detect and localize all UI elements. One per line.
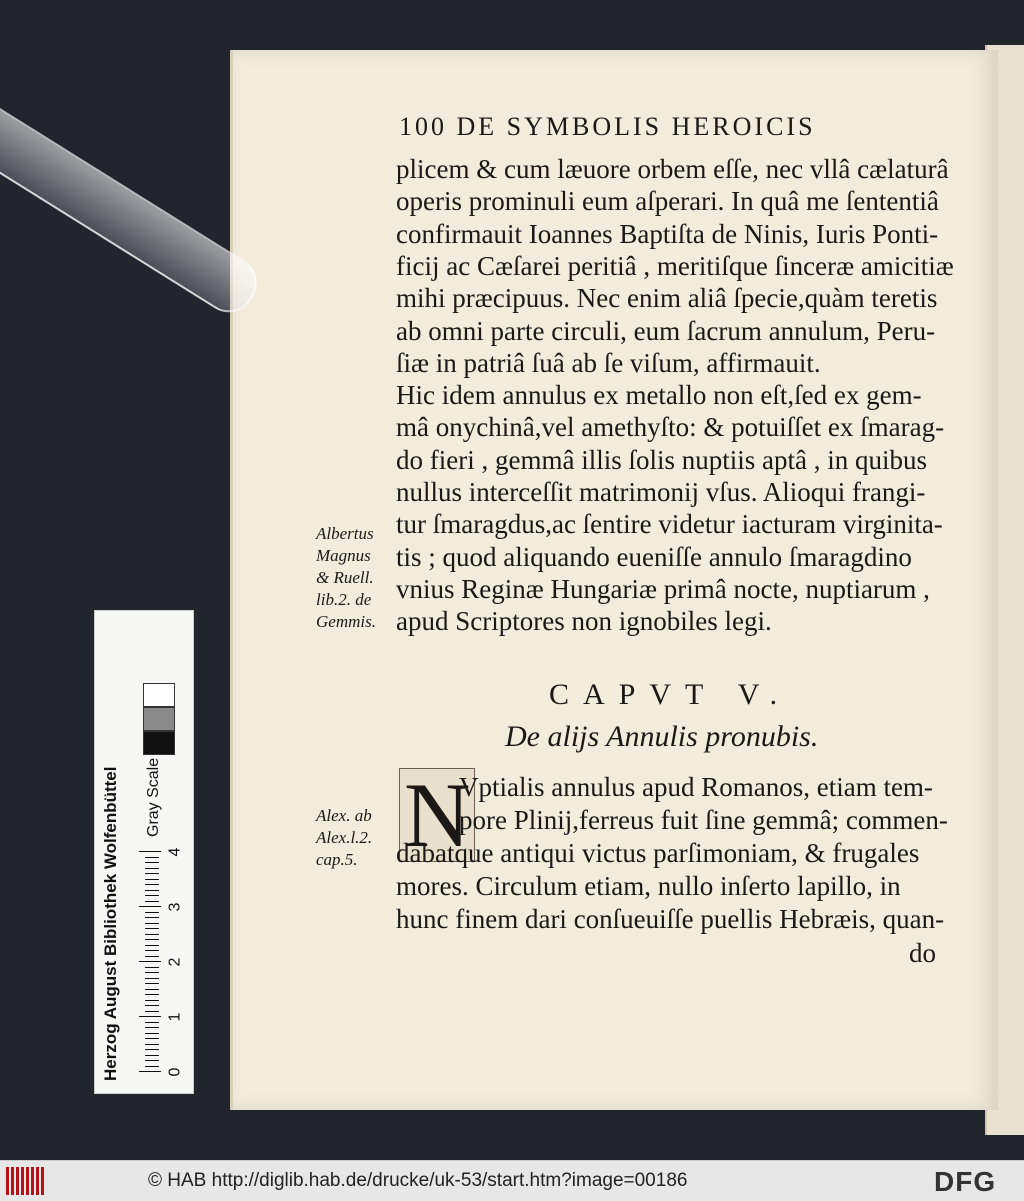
body-line: confirmauit Ioannes Baptiſta de Ninis, Iuris Ponti- [396,218,939,249]
ruler-tick [145,890,159,891]
body-line: tis ; quod aliquando eueniſſe annulo ſmaragdino [396,541,912,572]
ruler-tick [145,1066,159,1067]
ruler-tick [145,1049,159,1050]
body-line: nullus interceſſit matrimonij vſus. Alioqui frangi- [396,477,926,507]
body-line: mihi præcipuus. Nec enim aliâ ſpecie,quàm teretis [396,283,938,314]
ruler-number: 4 [166,847,184,857]
body-line: tur ſmaragdus,ac ſentire videtur iacturam virginita- [396,509,943,540]
margin-note-line: Gemmis. [316,612,376,631]
ruler-tick [139,906,161,907]
footer-bar [0,1160,1024,1201]
footer-credit-link[interactable]: © HAB http://diglib.hab.de/drucke/uk-53/start.htm?image=00186 [148,1170,688,1191]
ruler-tick [139,851,161,852]
ruler-tick [145,1011,159,1012]
margin-note-line: & Ruell. [316,568,374,587]
chapter-title: CAPVT V. [549,678,792,711]
ruler-tick [139,961,161,962]
body-line: mâ onychinâ,vel amethyſto: & potuiſſet ex ſmarag- [396,412,945,443]
ruler-tick [145,884,159,885]
drop-cap: N [399,768,475,862]
ruler-tick [145,868,159,869]
margin-note-line: Albertus [316,524,374,543]
ruler-tick [145,1044,159,1045]
ruler-tick [145,923,159,924]
ruler-tick [145,956,159,957]
ruler-tick [145,972,159,973]
gray-swatch-dark [143,731,175,755]
dfg-logo: DFG [934,1166,997,1197]
margin-note-line: Alex. ab [316,806,372,825]
ruler-tick [145,950,159,951]
margin-note-line: Alex.l.2. [316,828,373,847]
body-line: do fieri , gemmâ illis ſolis nuptiis aptâ , in quibus [396,444,927,475]
body-line: ab omni parte circuli, eum ſacrum annulum, Peru- [396,315,936,346]
running-head: 100 DE SYMBOLIS HEROICIS [399,112,816,141]
body-line: mores. Circulum etiam, nullo inſerto lapillo, in [396,871,901,901]
gray-scale-label: Gray Scale [145,757,162,837]
ruler-number: 3 [166,902,184,912]
body-line: vnius Reginæ Hungariæ primâ nocte, nuptiarum , [396,573,930,604]
body-line: Vptialis annulus apud Romanos, etiam tem- [459,772,933,802]
body-line: dabatque antiqui victus parſimoniam, & frugales [396,838,920,868]
catchword: do [909,938,936,968]
ruler-tick [145,857,159,858]
ruler-tick [145,978,159,979]
ruler-tick [145,1027,159,1028]
ruler-tick [145,901,159,902]
ruler-tick [145,1022,159,1023]
book-page [230,50,998,1110]
ruler-tick [145,989,159,990]
body-line: pore Plinij,ferreus fuit ſine gemmâ; commen- [459,805,948,835]
body-line: Hic idem annulus ex metallo non eſt,ſed ex gem- [396,380,922,411]
body-line: ſiæ in patriâ ſuâ ab ſe viſum, affirmauit. [396,347,821,378]
chapter-subtitle: De aliјs Annulis pronubis. [505,720,819,753]
ruler-number: 1 [166,1012,184,1022]
body-line: plicem & cum læuore orbem eſſe, nec vllâ cælaturâ [396,154,949,184]
ruler-tick [145,939,159,940]
gray-swatch-light [143,683,175,707]
color-scale-bar [94,610,194,1094]
ruler-tick [145,1038,159,1039]
magnifier-rod [0,92,267,322]
ruler-tick [145,862,159,863]
gray-swatch-mid [143,707,175,731]
ruler-tick [145,917,159,918]
ruler-tick [145,879,159,880]
ruler-tick [145,934,159,935]
margin-note-line: cap.5. [316,850,358,869]
margin-note-line: Magnus [316,546,371,565]
body-line: ficij ac Cæſarei peritiâ , meritiſque ſinceræ amicitiæ [396,250,954,281]
ruler-tick [145,1033,159,1034]
ruler [135,845,184,1077]
ruler-tick [139,1071,161,1072]
ruler-number: 2 [166,957,184,967]
ruler-tick [145,994,159,995]
body-line: hunc finem dari conſueuiſſe puellis Hebræis, quan- [396,904,945,934]
ruler-tick [145,983,159,984]
ruler-tick [145,1055,159,1056]
margin-note-line: lib.2. de [316,590,372,609]
hab-logo-icon [6,1167,44,1195]
ruler-number: 0 [166,1067,184,1077]
ruler-tick [145,873,159,874]
ruler-tick [145,945,159,946]
ruler-tick [145,895,159,896]
ruler-tick [145,1060,159,1061]
ruler-tick [139,1016,161,1017]
body-line: operis prominuli eum aſperari. In quâ me ſententiâ [396,186,939,217]
scale-bar-title: Herzog August Bibliothek Wolfenbüttel [101,766,120,1081]
ruler-tick [145,928,159,929]
ruler-tick [145,967,159,968]
body-line: apud Scriptores non ignobiles legi. [396,606,772,637]
ruler-tick [145,1000,159,1001]
ruler-tick [145,912,159,913]
ruler-tick [145,1005,159,1006]
